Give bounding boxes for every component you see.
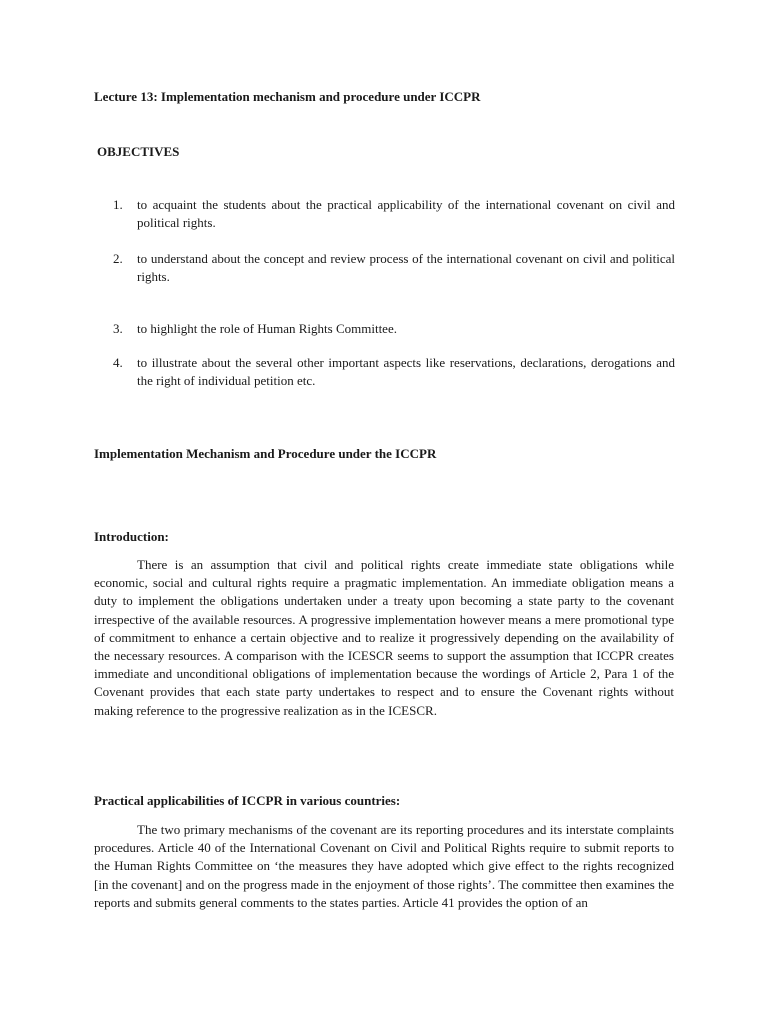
objective-number: 3. [113,321,123,336]
lecture-title: Lecture 13: Implementation mechanism and procedure under ICCPR [94,89,481,104]
objective-text: to illustrate about the several other important aspects like reservations, declarations, derogations and the right of individual petition etc. [137,355,675,388]
objective-item [113,320,675,338]
objective-number: 1. [113,197,123,212]
objective-item [113,354,675,390]
practical-paragraph: The two primary mechanisms of the covenant are its reporting procedures and its interstate complaints procedures. Article 40 of the International Covenant on Civil and Political Rights require to submit reports to the Human Rights Committee on ‘the measures they have adopted which give effect to the rights recognized [in the covenant] and on the progress made in the enjoyment of those rights’. The committee then examines the reports and submits general comments to the states parties. Article 41 provides the option of an [94,822,674,910]
practical-heading: Practical applicabilities of ICCPR in various countries: [94,793,401,808]
objective-text: to understand about the concept and review process of the international covenant on civil and political rights. [137,251,675,284]
objective-item [113,250,675,286]
objective-text: to acquaint the students about the practical applicability of the international covenant on civil and political rights. [137,197,675,230]
objective-text: to highlight the role of Human Rights Committee. [137,321,397,336]
objective-number: 2. [113,251,123,266]
introduction-heading: Introduction: [94,529,169,544]
objective-number: 4. [113,355,123,370]
section-heading: Implementation Mechanism and Procedure under the ICCPR [94,446,437,461]
introduction-paragraph: There is an assumption that civil and political rights create immediate state obligations while economic, social and cultural rights require a pragmatic implementation. An immediate obligation means a duty to implement the obligations undertaken under a treaty upon becoming a state party to the covenant irrespective of the available resources. A progressive implementation however means a mere promotional type of commitment to enhance a certain objective and to realize it progressively depending on the availability of the necessary resources. A comparison with the ICESCR seems to support the assumption that ICCPR creates immediate and unconditional obligations of implementation because the wordings of Article 2, Para 1 of the Covenant provides that each state party undertakes to respect and to ensure the Covenant rights without making reference to the progressive realization as in the ICESCR. [94,557,674,718]
objectives-heading: OBJECTIVES [97,144,180,159]
objective-item [113,196,675,232]
